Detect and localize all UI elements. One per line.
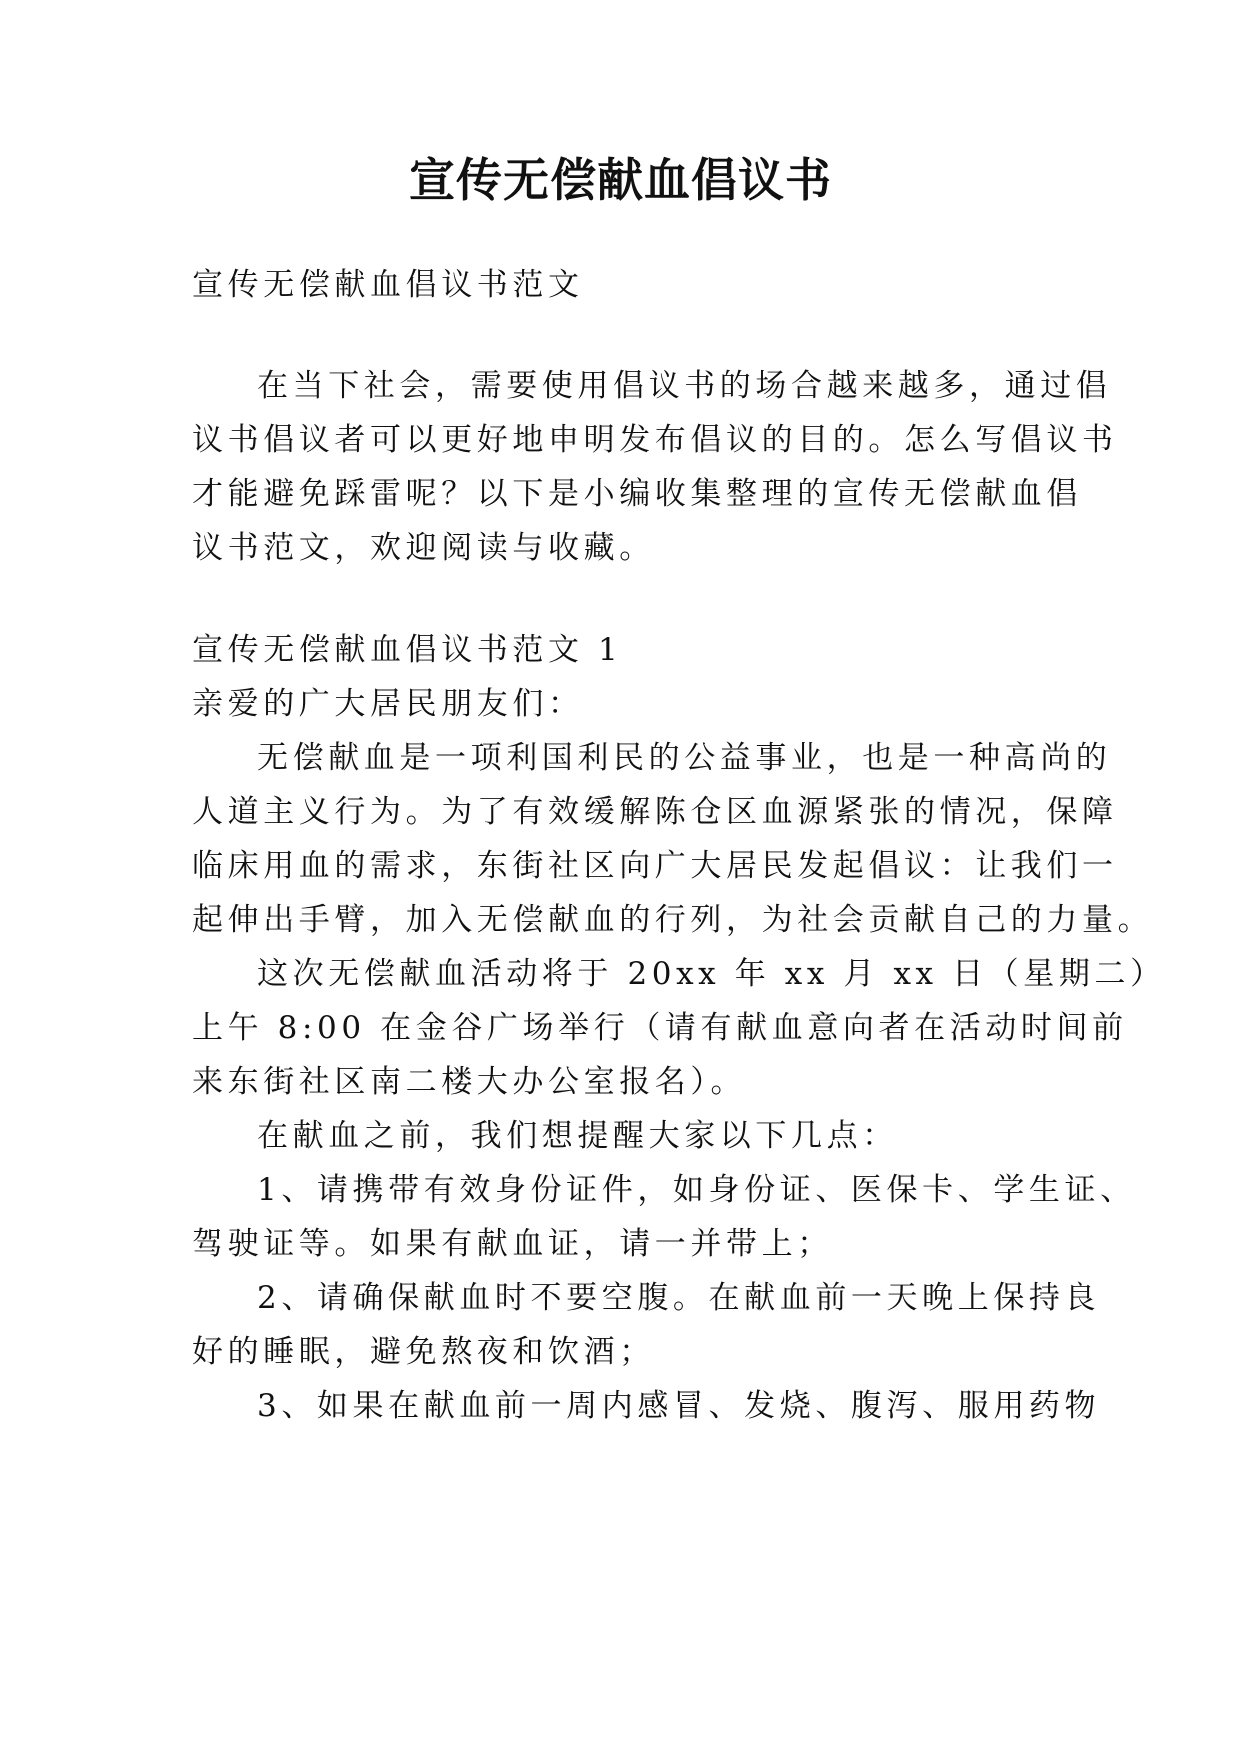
list-item-1-line: 驾驶证等。如果有献血证，请一并带上； [192, 1226, 833, 1262]
list-item-1-line: 1、请携带有效身份证件，如身份证、医保卡、学生证、 [257, 1172, 1136, 1208]
intro-line-3: 才能避免踩雷呢？以下是小编收集整理的宣传无偿献血倡 [192, 476, 1082, 512]
list-item-2-line: 好的睡眠，避免熬夜和饮酒； [192, 1334, 655, 1370]
subtitle-line: 宣传无偿献血倡议书范文 [192, 267, 584, 303]
list-item-3-line: 3、如果在献血前一周内感冒、发烧、腹泻、服用药物 [257, 1388, 1101, 1424]
paragraph-line: 在献血之前，我们想提醒大家以下几点： [257, 1118, 898, 1154]
paragraph-line: 来东街社区南二楼大办公室报名）。 [192, 1064, 747, 1100]
paragraph-line: 这次无偿献血活动将于 20xx 年 xx 月 xx 日（星期二） [257, 956, 1166, 992]
intro-line-4: 议书范文，欢迎阅读与收藏。 [192, 530, 655, 566]
paragraph-line: 上午 8:00 在金谷广场举行（请有献血意向者在活动时间前 [192, 1010, 1128, 1046]
salutation-line: 亲爱的广大居民朋友们： [192, 686, 584, 722]
intro-line-1: 在当下社会，需要使用倡议书的场合越来越多，通过倡 [257, 368, 1112, 404]
document-title: 宣传无偿献血倡议书 [409, 153, 832, 207]
paragraph-line: 临床用血的需求，东街社区向广大居民发起倡议：让我们一 [192, 848, 1118, 884]
section-heading: 宣传无偿献血倡议书范文 1 [192, 632, 623, 668]
paragraph-line: 起伸出手臂，加入无偿献血的行列，为社会贡献自己的力量。 [192, 902, 1154, 938]
paragraph-line: 人道主义行为。为了有效缓解陈仓区血源紧张的情况，保障 [192, 794, 1118, 830]
list-item-2-line: 2、请确保献血时不要空腹。在献血前一天晚上保持良 [257, 1280, 1101, 1316]
intro-line-2: 议书倡议者可以更好地申明发布倡议的目的。怎么写倡议书 [192, 422, 1118, 458]
paragraph-line: 无偿献血是一项利国利民的公益事业，也是一种高尚的 [257, 740, 1112, 776]
